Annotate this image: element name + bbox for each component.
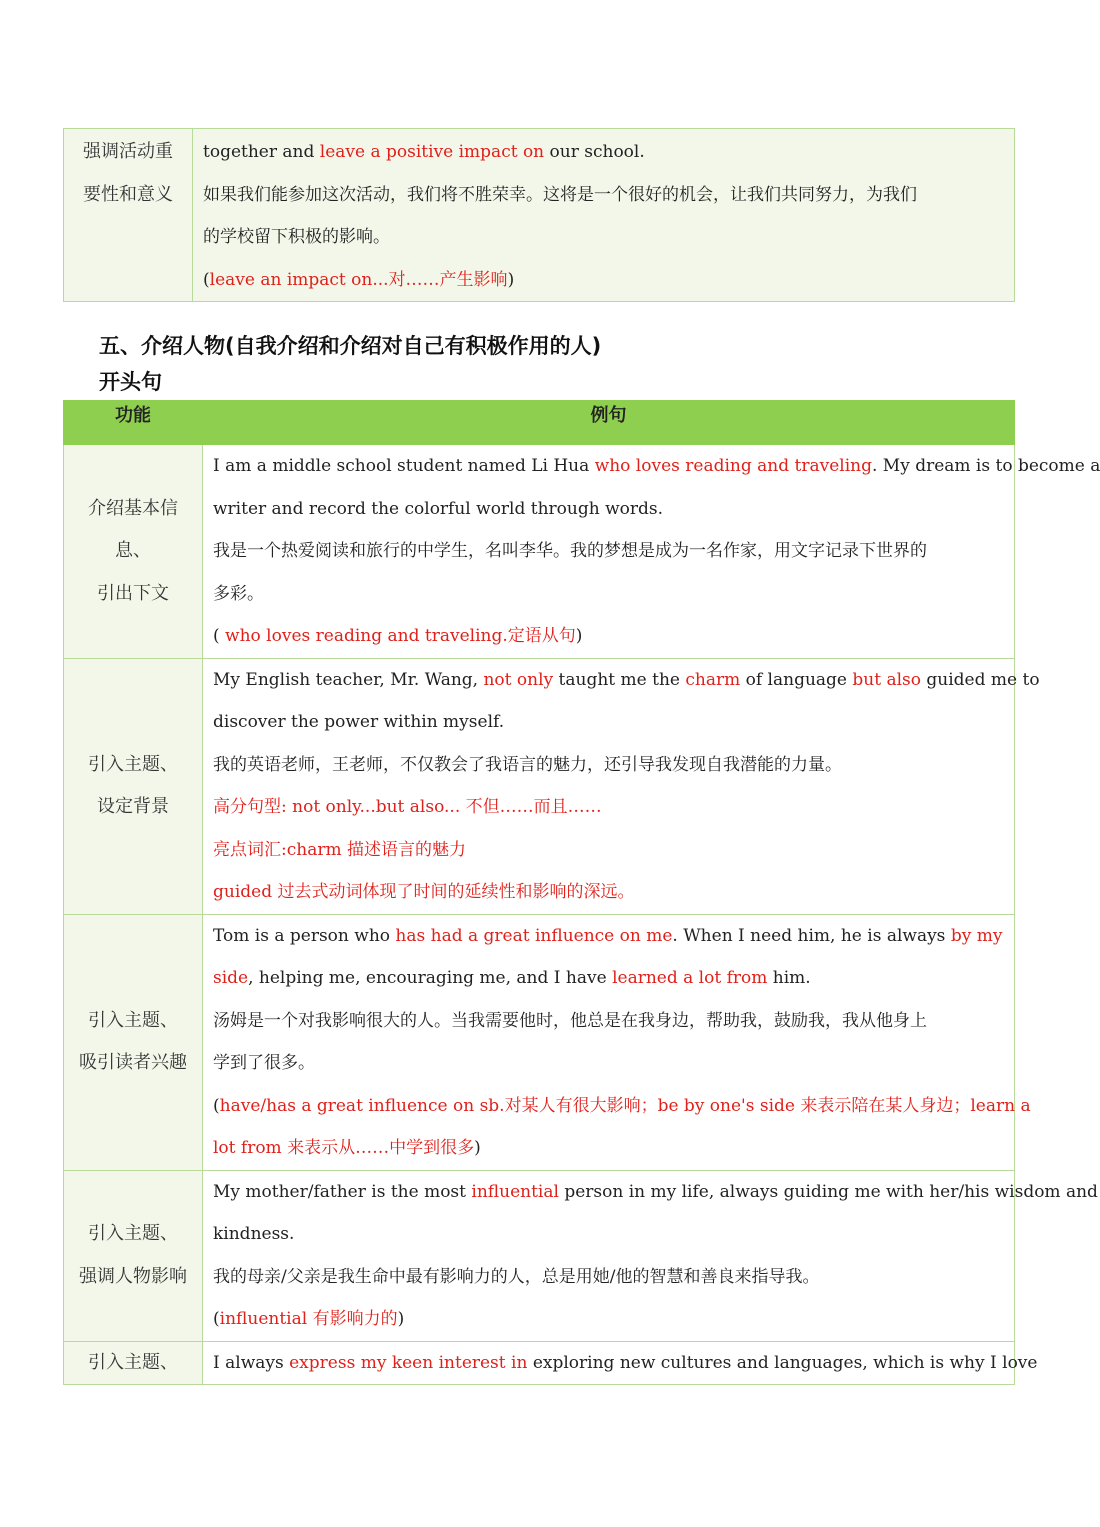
- table-row: [64, 658, 1015, 914]
- function-cell: [64, 445, 203, 659]
- main-table: [63, 400, 1100, 1385]
- highlight-text: side: [213, 968, 249, 988]
- table-body: [64, 445, 1100, 1385]
- function-cell: [64, 1170, 203, 1341]
- example-line: [213, 1171, 1098, 1214]
- function-label: 要性和意义: [83, 183, 173, 205]
- example-line: [213, 1342, 1038, 1385]
- example-line: [213, 530, 1004, 573]
- function-label: 设定背景: [97, 796, 169, 817]
- body-text: 如果我们能参加这次活动，我们将不胜荣幸。这将是一个很好的机会，让我们共同努力，为我们: [203, 184, 917, 205]
- example-line: [213, 488, 1004, 531]
- highlight-text: who loves reading and traveling: [594, 456, 872, 476]
- example-line: [213, 871, 1004, 914]
- body-text: (: [203, 269, 210, 290]
- highlight-text: learned a lot from: [612, 968, 768, 988]
- example-line: [213, 786, 1004, 829]
- function-cell: [64, 129, 193, 302]
- body-text: 我的英语老师，王老师，不仅教会了我语言的魅力，还引导我发现自我潜能的力量。: [213, 754, 842, 775]
- header-function: 功能: [64, 401, 203, 445]
- body-text: I am a middle school student named Li Hua: [213, 456, 595, 476]
- example-cell: [203, 1341, 1038, 1385]
- example-line: [213, 445, 1100, 488]
- highlight-text: 高分句型: not only...but also... 不但……而且……: [213, 797, 602, 817]
- body-text: taught me the: [553, 669, 686, 690]
- example-line: [213, 1127, 1004, 1170]
- function-cell: [64, 914, 203, 1170]
- body-text: 汤姆是一个对我影响很大的人。当我需要他时，他总是在我身边，帮助我，鼓励我，我从他身上: [213, 1010, 927, 1031]
- body-text: 多彩。: [213, 583, 264, 604]
- table-header-row: [64, 401, 1015, 445]
- body-text: discover the power within myself.: [213, 712, 505, 732]
- body-text: 学到了很多。: [213, 1053, 315, 1073]
- body-text: 我是一个热爱阅读和旅行的中学生，名叫李华。我的梦想是成为一名作家，用文字记录下世界的: [213, 541, 927, 561]
- body-text: guided me to: [921, 669, 1040, 690]
- function-label: 介绍基本信: [88, 497, 178, 519]
- highlight-text: leave a positive impact on: [319, 142, 545, 162]
- body-text: (: [213, 626, 226, 646]
- body-text: exploring new cultures and languages, which is why I love: [527, 1352, 1038, 1373]
- body-text: him.: [767, 968, 811, 988]
- body-text: 的学校留下积极的影响。: [203, 227, 390, 247]
- example-line: [213, 659, 1040, 702]
- body-text: I always: [213, 1352, 290, 1373]
- example-line: [203, 174, 1004, 217]
- body-text: . My dream is to become a: [871, 456, 1100, 476]
- function-label: 引入主题、: [88, 1223, 178, 1244]
- body-text: person in my life, always guiding me with her/his wisdom and: [558, 1181, 1098, 1202]
- body-text: kindness.: [213, 1224, 295, 1244]
- highlight-text: guided 过去式动词体现了时间的延续性和影响的深远。: [213, 882, 635, 902]
- example-line: [203, 216, 1004, 259]
- body-text: of language: [740, 669, 853, 690]
- example-line: [213, 1085, 1031, 1128]
- example-line: [213, 701, 1004, 744]
- example-line: [213, 1213, 1004, 1256]
- function-label: 强调活动重: [83, 141, 173, 162]
- highlight-text: who loves reading and traveling.定语从句: [225, 626, 576, 646]
- function-cell: [64, 1341, 203, 1385]
- function-label: 引入主题、: [88, 753, 178, 775]
- example-line: [213, 1042, 1004, 1085]
- function-label: 吸引读者兴趣: [79, 1052, 187, 1073]
- body-text: together and: [203, 142, 320, 162]
- example-line: [213, 615, 1004, 658]
- body-text: ): [474, 1138, 481, 1158]
- highlight-text: leave an impact on...对……产生影响: [209, 269, 508, 290]
- body-text: . When I need him, he is always: [672, 925, 951, 946]
- function-label: 引出下文: [97, 582, 169, 604]
- highlight-text: have/has a great influence on sb.对某人有很大影响；be by one's side 来表示陪在某人身边；learn a: [219, 1095, 1031, 1116]
- example-cell: [203, 1170, 1098, 1341]
- table-row: [64, 1341, 1015, 1385]
- example-cell: [203, 445, 1100, 659]
- example-lines: [203, 131, 1004, 301]
- table-row: [64, 129, 1015, 302]
- example-line: [213, 1000, 1004, 1043]
- example-cell: [203, 658, 1040, 914]
- body-text: writer and record the colorful world through words.: [213, 498, 664, 519]
- body-text: our school.: [544, 142, 645, 162]
- body-text: (: [213, 1309, 220, 1329]
- example-line: [213, 915, 1004, 958]
- example-line: [213, 573, 1004, 616]
- function-label: 引入主题、: [88, 1009, 178, 1031]
- example-line: [213, 744, 1004, 787]
- table-row: [64, 445, 1015, 659]
- body-text: Tom is a person who: [213, 925, 396, 946]
- example-line: [203, 131, 1004, 174]
- example-cell: [203, 914, 1031, 1170]
- body-text: My English teacher, Mr. Wang,: [213, 669, 484, 690]
- body-text: 我的母亲/父亲是我生命中最有影响力的人，总是用她/他的智慧和善良来指导我。: [213, 1266, 820, 1287]
- section-subtitle: 开头句: [99, 370, 162, 394]
- header-example: 例句: [203, 401, 1015, 445]
- highlight-text: express my keen interest in: [289, 1352, 528, 1373]
- example-cell: [193, 129, 1015, 302]
- body-text: , helping me, encouraging me, and I have: [248, 968, 613, 988]
- table-row: [64, 914, 1015, 1170]
- example-line: [203, 259, 1004, 302]
- body-text: ): [507, 269, 515, 290]
- highlight-text: but also: [852, 669, 921, 690]
- example-line: [213, 829, 1004, 872]
- highlight-text: not only: [483, 669, 554, 690]
- example-line: [213, 957, 1004, 1000]
- body-text: My mother/father is the most: [213, 1181, 472, 1202]
- section-title: 五、介绍人物(自我介绍和介绍对自己有积极作用的人): [99, 334, 602, 358]
- body-text: (: [213, 1095, 220, 1116]
- top-table: [63, 128, 1015, 302]
- highlight-text: has had a great influence on me: [395, 925, 673, 946]
- function-label: 强调人物影响: [79, 1265, 187, 1287]
- function-label: 引入主题、: [88, 1351, 178, 1373]
- body-text: ): [575, 626, 583, 646]
- highlight-text: lot from 来表示从……中学到很多: [213, 1138, 475, 1158]
- example-line: [213, 1256, 1004, 1299]
- example-line: [213, 1298, 1004, 1341]
- highlight-text: influential 有影响力的: [219, 1309, 398, 1329]
- body-text: ): [397, 1309, 405, 1329]
- table-row: [64, 1170, 1015, 1341]
- function-cell: [64, 658, 203, 914]
- function-label: 息、: [115, 540, 151, 561]
- highlight-text: influential: [471, 1181, 559, 1202]
- highlight-text: charm: [685, 669, 741, 690]
- highlight-text: by my: [950, 925, 1003, 946]
- highlight-text: 亮点词汇:charm 描述语言的魅力: [213, 839, 466, 860]
